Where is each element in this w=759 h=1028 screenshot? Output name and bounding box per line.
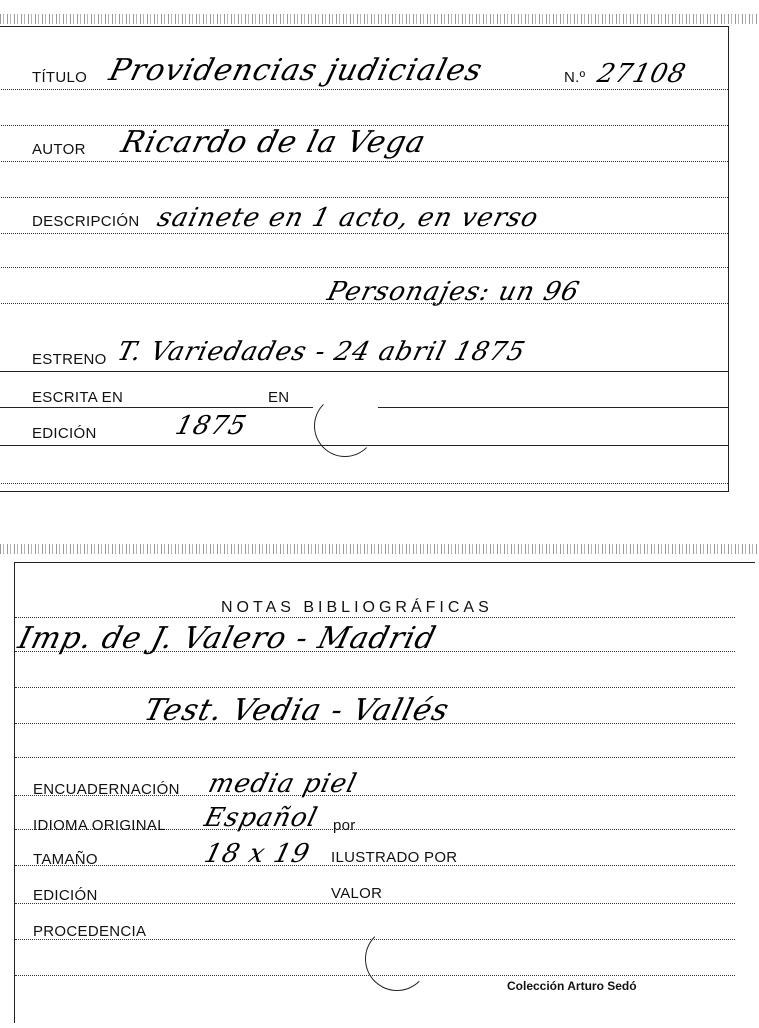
autor-label: AUTOR [32,141,86,158]
line [0,197,728,198]
titulo-value: Providencias judiciales [105,53,487,88]
descripcion-label: DESCRIPCIÓN [32,213,140,230]
punch-hole-mark [365,927,429,991]
line [0,371,728,372]
catalog-card-front [0,26,729,492]
procedencia-label: PROCEDENCIA [33,923,147,940]
note-line-1: Imp. de J. Valero - Madrid [14,621,440,656]
note-line-2: Test. Vedia - Vallés [140,693,454,728]
por-label: por [333,817,356,834]
edicion-label: EDICIÓN [32,425,97,442]
estreno-value: T. Variedades - 24 abril 1875 [114,337,529,367]
valor-label: VALOR [331,885,383,902]
tamano-label: TAMAÑO [33,851,98,868]
personajes-value: Personajes: un 96 [324,277,583,307]
edicion-label-back: EDICIÓN [33,887,98,904]
idioma-label: IDIOMA ORIGINAL [33,817,166,834]
line [15,903,735,904]
line [0,267,728,268]
number-label: N.º [564,69,586,86]
line [0,89,728,90]
line [0,407,313,408]
scan-edge-top [0,14,759,24]
tamano-value: 18 x 19 [201,839,314,869]
autor-value: Ricardo de la Vega [117,125,430,160]
descripcion-value: sainete en 1 acto, en verso [154,203,542,233]
collection-credit: Colección Arturo Sedó [507,979,637,993]
catalog-card-back [14,562,755,1023]
titulo-label: TÍTULO [32,69,88,86]
scan-edge-middle [0,544,759,554]
edicion-value: 1875 [172,411,250,441]
line [15,687,735,688]
escrita-en-label: ESCRITA EN [32,389,124,406]
en-label: EN [268,389,290,406]
notas-heading: NOTAS BIBLIOGRÁFICAS [221,599,493,616]
idioma-value: Español [201,803,321,833]
line [0,161,728,162]
number-value: 27108 [594,59,690,89]
line [0,483,728,484]
line [15,617,735,618]
line [0,233,728,234]
encuadernacion-label: ENCUADERNACIÓN [33,781,180,798]
ilustrado-label: ILUSTRADO POR [331,849,458,866]
punch-hole-mark [314,395,376,457]
line [15,757,735,758]
encuadernacion-value: media piel [205,769,361,799]
estreno-label: ESTRENO [32,351,107,368]
line [378,407,728,408]
